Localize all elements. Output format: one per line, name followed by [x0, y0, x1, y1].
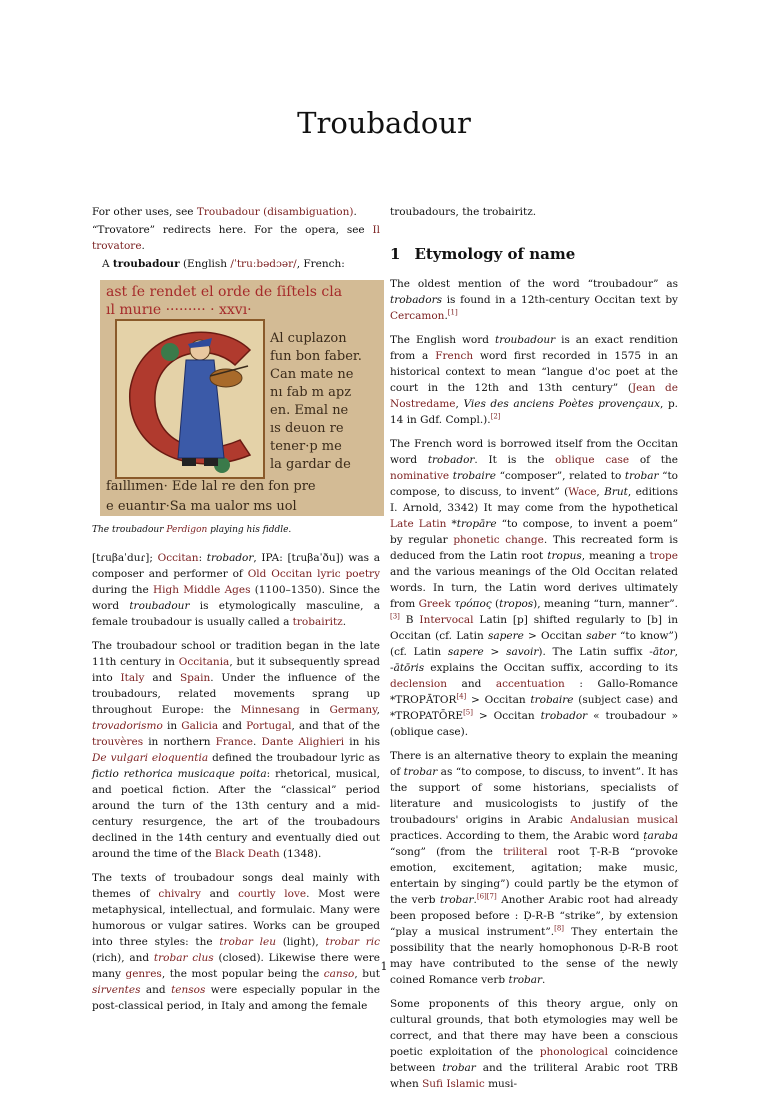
- link-sufi-islamic[interactable]: Sufi Islamic: [422, 1078, 485, 1090]
- svg-text:nı fab m apz: nı fab m apz: [270, 385, 352, 400]
- link-trovadorismo[interactable]: trovadorismo: [92, 720, 163, 732]
- troubadour-manuscript-image: [100, 280, 384, 516]
- link-trouveres[interactable]: trouvères: [92, 736, 144, 748]
- link-chivalry[interactable]: chivalry: [158, 888, 201, 900]
- link-dante-alighieri[interactable]: Dante Alighieri: [261, 736, 345, 748]
- link-sirventes[interactable]: sirventes: [92, 984, 141, 996]
- link-germany[interactable]: Germany: [329, 704, 377, 716]
- link-occitan[interactable]: Occitan: [157, 552, 199, 564]
- link-trobar-clus[interactable]: trobar clus: [153, 952, 214, 964]
- paragraph-themes: The texts of troubadour songs deal mainly with themes of chivalry and courtly love. Most were metaphysical, intellectual, and formulaic. Many were humorous or vulgar satires. Works can be grouped into three styles: the trobar leu (light), trobar ric (rich), and trobar clus (closed). Likewise there were many genres, the most popular being the canso, but sirventes and tensos were especially popular in the post-classical period, in Italy and among the female: [92, 872, 381, 1012]
- ref-8[interactable]: [8]: [554, 924, 565, 933]
- svg-text:fun bon faber.: fun bon faber.: [270, 349, 362, 364]
- link-trobar-ric[interactable]: trobar ric: [325, 936, 380, 948]
- link-il-trovatore[interactable]: Il trovatore: [92, 224, 380, 252]
- lead-sentence-start: A troubadour (English /ˈtruːbədɔər/, French:: [102, 258, 345, 270]
- link-declension[interactable]: declension: [390, 678, 447, 690]
- link-triliteral[interactable]: triliteral: [503, 846, 548, 858]
- link-phonological[interactable]: phonological: [539, 1046, 608, 1058]
- link-high-middle-ages[interactable]: High Middle Ages: [153, 584, 251, 596]
- link-italy[interactable]: Italy: [120, 672, 145, 684]
- link-jean-de-nostredame[interactable]: Jean de Nostredame: [390, 382, 678, 410]
- link-courtly-love[interactable]: courtly love: [238, 888, 307, 900]
- hatnote-disambiguation: For other uses, see Troubadour (disambiguation).: [92, 206, 357, 218]
- link-wace[interactable]: Wace: [568, 486, 597, 498]
- link-late-latin[interactable]: Late Latin: [390, 518, 447, 530]
- page-title: Troubadour: [297, 106, 471, 140]
- paragraph-tradition: The troubadour school or tradition began in the late 11th century in Occitania, but it subsequently spread into Italy and Spain. Under the influence of the troubadours, related movements sprang up throughout Europe: the Minnesang in Germany, trovadorismo in Galicia and Portugal, and that of the trouvères in northern France. Dante Alighieri in his De vulgari eloquentia defined the troubadour lyric as fictio rethorica musicaque poita: rhetorical, musical, and poetical fiction. After the “classical” period around the turn of the 13th century and a mid-century resurgence, the art of the troubadours declined in the 14th century and eventually died out around the time of the Black Death (1348).: [92, 640, 381, 860]
- link-canso[interactable]: canso: [323, 968, 355, 980]
- svg-text:Can mate ne: Can mate ne: [270, 367, 354, 382]
- link-ipa-english[interactable]: /ˈtruːbədɔər/: [230, 258, 297, 270]
- link-occitania[interactable]: Occitania: [178, 656, 230, 668]
- paragraph-continuation: troubadours, the trobairitz.: [390, 206, 537, 218]
- left-column: [92, 204, 380, 1022]
- link-nominative[interactable]: nominative: [390, 470, 450, 482]
- link-trobairitz[interactable]: trobairitz: [292, 616, 343, 628]
- link-trobar-leu[interactable]: trobar leu: [219, 936, 276, 948]
- link-intervocal[interactable]: Intervocal: [419, 614, 474, 626]
- link-oblique-case[interactable]: oblique case: [555, 454, 630, 466]
- link-portugal[interactable]: Portugal: [246, 720, 292, 732]
- link-trope[interactable]: trope: [649, 550, 678, 562]
- svg-text:faıllımen· Ede lal re den fon: faıllımen· Ede lal re den fon pre: [106, 479, 316, 494]
- svg-text:ıs deuon re: ıs deuon re: [270, 421, 344, 436]
- link-black-death[interactable]: Black Death: [214, 848, 280, 860]
- link-troubadour-disambiguation[interactable]: Troubadour (disambiguation): [196, 206, 354, 218]
- svg-text:en. Emal ne: en. Emal ne: [270, 403, 349, 418]
- link-french[interactable]: French: [435, 350, 474, 362]
- link-accentuation[interactable]: accentuation: [495, 678, 565, 690]
- ref-5[interactable]: [5]: [463, 708, 473, 717]
- link-phonetic-change[interactable]: phonetic change: [453, 534, 544, 546]
- link-galicia[interactable]: Galicia: [181, 720, 219, 732]
- paragraph-proponents: Some proponents of this theory argue, only on cultural grounds, that both etymologies may well be correct, and that there may have been a conscious poetic exploitation of the phonological coincidence between trobar and the triliteral Arabic root TRB when Sufi Islamic musi-: [390, 998, 679, 1090]
- paragraph-english-word: The English word troubadour is an exact rendition from a French word first recorded in 1575 in an historical context to mean “langue d'oc poet at the court in the 12th and 13th century” (Jean de Nostredame, Vies des anciens Poètes provençaux, p. 14 in Gdf. Compl.).[2]: [390, 334, 679, 426]
- manuscript-line-2: ıl murıe ········· · xxvı·: [106, 302, 252, 318]
- ref-4[interactable]: [4]: [456, 692, 467, 701]
- link-genres[interactable]: genres: [125, 968, 162, 980]
- link-tensos[interactable]: tensos: [171, 984, 206, 996]
- figure-caption: The troubadour Perdigon playing his fiddle.: [92, 525, 292, 535]
- link-de-vulgari-eloquentia[interactable]: De vulgari eloquentia: [92, 752, 209, 764]
- paragraph-oldest-mention: The oldest mention of the word “troubadour” as trobadors is found in a 12th-century Occitan text by Cercamon.[1]: [390, 278, 678, 322]
- svg-text:Al cuplazon: Al cuplazon: [270, 331, 347, 346]
- ref-2[interactable]: [2]: [490, 412, 501, 421]
- link-perdigon[interactable]: Perdigon: [166, 525, 208, 535]
- link-andalusian-musical[interactable]: Andalusian musical: [570, 814, 678, 826]
- paragraph-alternative-theory: There is an alternative theory to explain the meaning of trobar as “to compose, to discuss, to invent”. It has the support of some historians, specialists of literature and musicologists to justify of the troubadours' origins in Arabic Andalusian musical practices. According to them, the Arabic word ṭaraba “song” (from the triliteral root Ṭ-R-B “provoke emotion, excitement, agitation; make music, entertain by singing”) could partly be the etymon of the verb trobar.[6][7] Another Arabic root had already been proposed before : Ḍ-R-B “strike”, by extension “play a musical instrument”.[8] They entertain the possibility that the nearly homophonous Ḍ-R-B root may have contributed to the sense of the newly coined Romance verb trobar.: [390, 750, 679, 986]
- paragraph-intro: [tɾuβaˈduɾ]; Occitan: trobador, IPA: [tɾuβaˈðu]) was a composer and performer of Old Occitan lyric poetry during the High Middle Ages (1100–1350). Since the word troubadour is etymologically masculine, a female troubadour is usually called a trobairitz.: [92, 552, 381, 628]
- paragraph-french-word: The French word is borrowed itself from the Occitan word trobador. It is the oblique case of the nominative trobaire “composer”, related to trobar “to compose, to discuss, to invent” (Wace, Brut, editions I. Arnold, 3342) It may come from the hypothetical Late Latin *tropāre “to compose, to invent a poem” by regular phonetic change. This recreated form is deduced from the Latin root tropus, meaning a trope and the various meanings of the Old Occitan related words. In turn, the Latin word derives ultimately from Greek τρόπος (tropos), meaning “turn, manner”.[3] B Intervocal Latin [p] shifted regularly to [b] in Occitan (cf. Latin sapere > Occitan saber “to know”) (cf. Latin sapere > savoir). The Latin suffix -ātor, -ātōris explains the Occitan suffix, according to its declension and accentuation : Gallo-Romance *TROPĀTOR[4] > Occitan trobaire (subject case) and *TROPATŌRE[5] > Occitan trobador « troubadour » (oblique case).: [390, 438, 679, 738]
- link-old-occitan-lyric-poetry[interactable]: Old Occitan lyric poetry: [247, 568, 380, 580]
- page-number: 1: [380, 960, 388, 973]
- link-spain[interactable]: Spain: [179, 672, 211, 684]
- manuscript-line-1: ast ſe rendet el orde de ſiſtels cla: [106, 284, 343, 300]
- svg-text:la gardar de: la gardar de: [270, 457, 351, 472]
- link-greek[interactable]: Greek: [418, 598, 451, 610]
- ref-6-7[interactable]: [6][7]: [476, 892, 497, 901]
- ref-1[interactable]: [1]: [447, 308, 458, 317]
- hatnote-trovatore: “Trovatore” redirects here. For the opera, see Il trovatore.: [92, 224, 380, 252]
- link-france[interactable]: France: [215, 736, 254, 748]
- svg-text:tener·p me: tener·p me: [270, 439, 342, 454]
- link-cercamon[interactable]: Cercamon: [390, 310, 445, 322]
- link-minnesang[interactable]: Minnesang: [240, 704, 300, 716]
- section-heading-etymology: 1 Etymology of name: [390, 245, 576, 263]
- svg-text:e euantır·Sa ma ualor ms uol: e euantır·Sa ma ualor ms uol: [106, 499, 297, 514]
- ref-3[interactable]: [3]: [390, 612, 400, 621]
